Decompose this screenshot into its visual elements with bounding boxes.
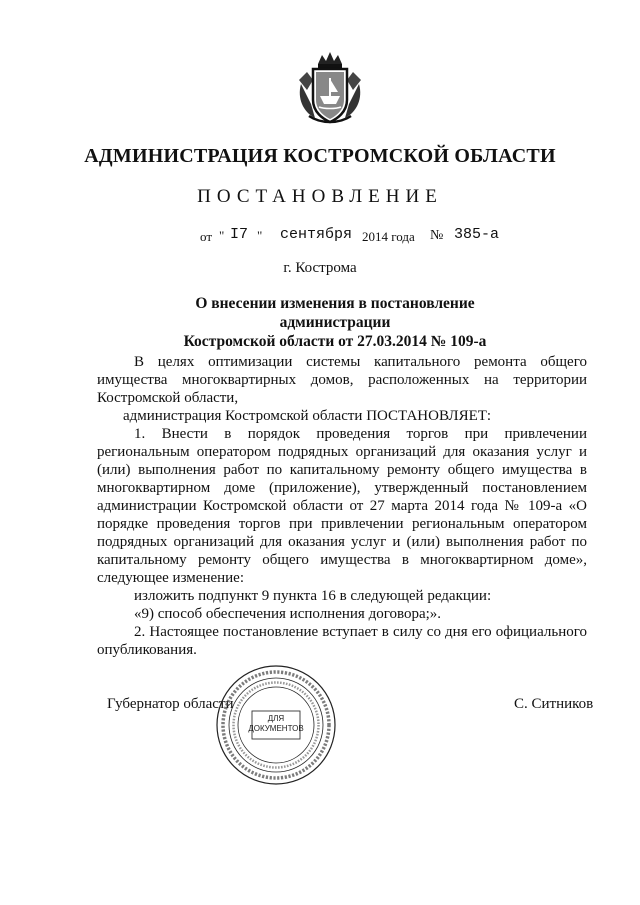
date-year: 2014 года [362, 229, 415, 244]
organization-title: АДМИНИСТРАЦИЯ КОСТРОМСКОЙ ОБЛАСТИ [84, 145, 556, 167]
subject-line-1: О внесении изменения в постановление администрации [195, 295, 475, 331]
subject-line-2: Костромской области от 27.03.2014 № 109-а [183, 333, 487, 350]
paragraph-preamble-line-1: В целях оптимизации системы капитального ремонта общего [134, 354, 587, 370]
signatory-position: Губернатор области [107, 696, 234, 712]
signatory-name: С. Ситников [514, 696, 594, 712]
stamp-center-text: ДЛЯ ДОКУМЕНТОВ [248, 714, 304, 733]
coat-of-arms-icon [293, 50, 367, 126]
date-number-line [0, 226, 640, 246]
paragraph-item-1-change: изложить подпункт 9 пункта 16 в следующей редакции: [134, 588, 492, 604]
number-sign: № [430, 228, 444, 243]
quote-close: " [257, 228, 263, 243]
document-subject [140, 294, 530, 351]
city-line: г. Кострома [283, 260, 357, 276]
date-day: I7 [230, 226, 249, 243]
document-body [97, 353, 587, 659]
quote-open: " [219, 228, 225, 243]
document-type: ПОСТАНОВЛЕНИЕ [197, 186, 443, 207]
date-month: сентября [280, 226, 353, 243]
date-prefix: от [200, 229, 213, 244]
paragraph-item-2: 2. Настоящее постановление вступает в силу со дня его официального опубликования. [97, 624, 587, 658]
document-number: 385-а [454, 226, 500, 243]
paragraph-item-1-text: «9) способ обеспечения исполнения договора;». [134, 606, 442, 622]
paragraph-preamble-line-3: Костромской области, [97, 390, 239, 406]
paragraph-item-1: 1. Внести в порядок проведения торгов при привлечении региональным оператором подрядных организаций для оказания услуг и (или) выполнения работ по капитальному ремонту общего имущества в многоквартирном доме (приложение), утвержденный постановлением администрации Костромской области от 27 марта 2014 года № 109-а «О порядке проведения торгов при привлечении региональным оператором подрядных организаций для оказания услуг и (или) выполнения работ по капитальному ремонту общего имущества в многоквартирном доме», следующее изменение: [97, 426, 587, 586]
paragraph-resolves: администрация Костромской области ПОСТАНОВЛЯЕТ: [123, 408, 492, 424]
paragraph-preamble-line-2: имущества многоквартирных домов, расположенных на территории [97, 372, 587, 388]
